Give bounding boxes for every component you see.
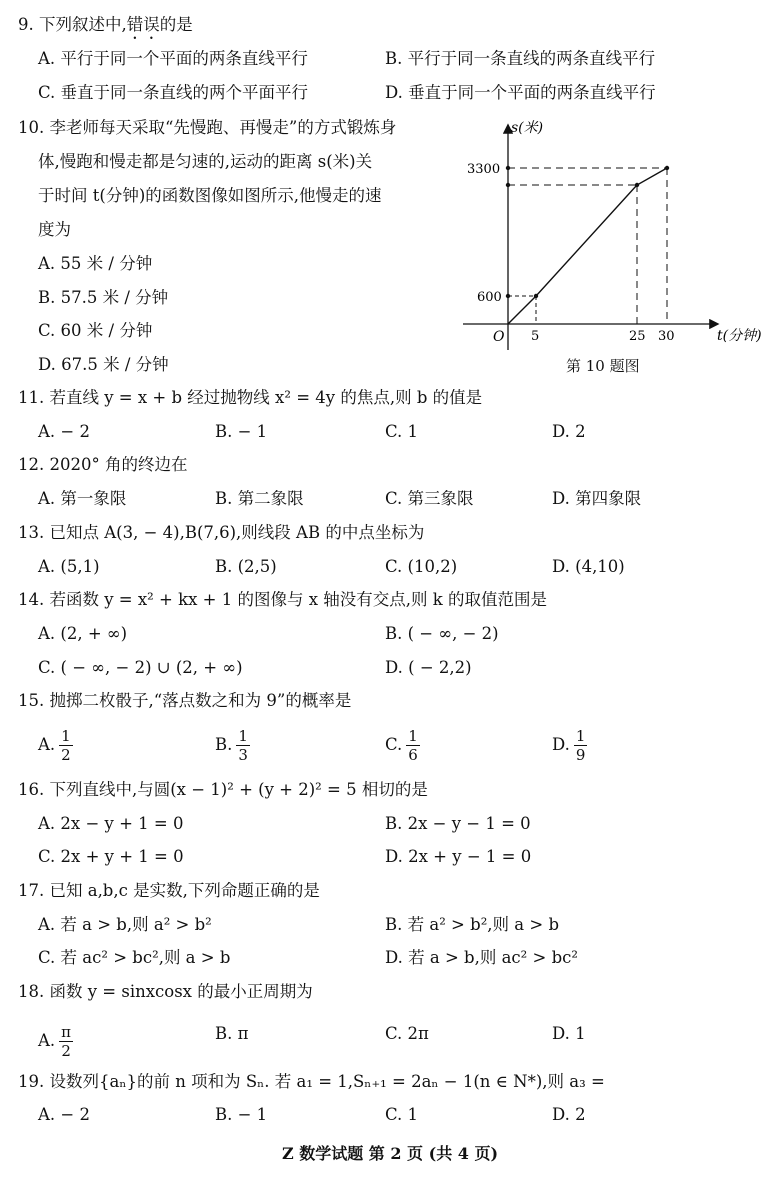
q15-stem: 15. 抛掷二枚骰子,“落点数之和为 9”的概率是	[18, 691, 352, 710]
q13-option-b: B. (2,5)	[215, 557, 277, 576]
q9-stem-emphasis: 错误	[126, 15, 160, 34]
q18-a-numerator: π	[61, 1023, 72, 1041]
q15-a-denominator: 2	[61, 746, 71, 764]
q16-option-d: D. 2x + y − 1 = 0	[385, 847, 532, 866]
x-tick-30: 30	[658, 329, 675, 344]
q10-graph	[455, 112, 775, 352]
q19-option-d: D. 2	[552, 1105, 586, 1124]
q9-option-b: B. 平行于同一条直线的两条直线平行	[385, 49, 656, 68]
q17-option-b: B. 若 a² > b²,则 a > b	[385, 915, 560, 934]
q17-option-a: A. 若 a > b,则 a² > b²	[38, 915, 212, 934]
function-curve	[508, 168, 667, 324]
q12-option-a: A. 第一象限	[38, 489, 127, 508]
q9-stem-post: 的是	[159, 15, 193, 34]
q15-d-numerator: 1	[575, 727, 586, 745]
q13-option-d: D. (4,10)	[552, 557, 625, 576]
q10-option-c: C. 60 米 / 分钟	[38, 321, 153, 340]
q10-option-d: D. 67.5 米 / 分钟	[38, 355, 169, 374]
q15-option-a	[38, 727, 73, 764]
q15-a-label: A.	[38, 735, 56, 754]
page-footer: Z 数学试题 第 2 页 (共 4 页)	[281, 1144, 499, 1163]
q15-b-denominator: 3	[238, 746, 248, 764]
q12-option-b: B. 第二象限	[215, 489, 304, 508]
q16-option-b: B. 2x − y − 1 = 0	[385, 814, 531, 833]
q10-stem-line1: 10. 李老师每天采取“先慢跑、再慢走”的方式锻炼身	[18, 118, 397, 137]
q18-option-c: C. 2π	[385, 1024, 429, 1043]
q12-option-c: C. 第三象限	[385, 489, 474, 508]
x-tick-5: 5	[531, 329, 540, 344]
q14-option-b: B. ( − ∞, − 2)	[385, 624, 499, 643]
q14-option-a: A. (2, + ∞)	[38, 624, 128, 643]
q14-stem: 14. 若函数 y = x² + kx + 1 的图像与 x 轴没有交点,则 k 的取值范围是	[18, 590, 547, 609]
q9-stem-pre: 9. 下列叙述中,	[18, 15, 127, 34]
q10-stem-line3: 于时间 t(分钟)的函数图像如图所示,他慢走的速	[38, 186, 382, 205]
q15-c-label: C.	[385, 735, 403, 754]
y-tick-600: 600	[477, 290, 502, 305]
q11-stem: 11. 若直线 y = x + b 经过抛物线 x² = 4y 的焦点,则 b 的值是	[18, 388, 483, 407]
q14-option-c: C. ( − ∞, − 2) ∪ (2, + ∞)	[38, 658, 243, 677]
q15-d-denominator: 9	[575, 746, 586, 764]
point-y-3000	[506, 183, 510, 187]
q12-stem: 12. 2020° 角的终边在	[18, 455, 188, 474]
point-25-3000	[635, 183, 639, 187]
point-y-600	[506, 294, 510, 298]
point-y-3300	[506, 166, 510, 170]
q15-c-fraction	[406, 727, 420, 764]
origin-label: O	[493, 329, 505, 345]
q17-stem: 17. 已知 a,b,c 是实数,下列命题正确的是	[18, 881, 320, 900]
q19-option-c: C. 1	[385, 1105, 419, 1124]
q10-stem-line4: 度为	[38, 220, 71, 239]
q10-option-b: B. 57.5 米 / 分钟	[38, 288, 169, 307]
q18-a-denominator: 2	[61, 1042, 71, 1060]
q18-a-label: A.	[38, 1031, 56, 1050]
q15-a-fraction	[59, 727, 73, 764]
q11-option-b: B. − 1	[215, 422, 268, 441]
x-tick-25: 25	[629, 329, 646, 344]
q18-option-b: B. π	[215, 1024, 249, 1043]
x-axis-label: t(分钟)	[717, 328, 762, 344]
q15-d-label: D.	[552, 735, 570, 754]
q16-stem: 16. 下列直线中,与圆(x − 1)² + (y + 2)² = 5 相切的是	[18, 780, 428, 799]
q15-b-numerator: 1	[238, 727, 248, 745]
q18-option-a	[38, 1023, 73, 1060]
q15-b-label: B.	[215, 735, 233, 754]
q19-option-a: A. − 2	[38, 1105, 90, 1124]
point-30-3300	[665, 166, 669, 170]
q9-stem	[18, 14, 193, 43]
q16-option-a: A. 2x − y + 1 = 0	[38, 814, 184, 833]
q9-option-a: A. 平行于同一个平面的两条直线平行	[38, 49, 308, 68]
y-axis-label: s(米)	[511, 120, 544, 136]
q17-option-d: D. 若 a > b,则 ac² > bc²	[385, 948, 579, 967]
q17-option-c: C. 若 ac² > bc²,则 a > b	[38, 948, 231, 967]
q14-option-d: D. ( − 2,2)	[385, 658, 472, 677]
q15-c-numerator: 1	[408, 727, 418, 745]
q15-option-c	[385, 727, 420, 764]
q9-option-c: C. 垂直于同一条直线的两个平面平行	[38, 83, 309, 102]
q19-stem: 19. 设数列{aₙ}的前 n 项和为 Sₙ. 若 a₁ = 1,Sₙ₊₁ = 2aₙ − 1(n ∈ N*),则 a₃ =	[18, 1072, 605, 1091]
q15-d-fraction	[574, 727, 588, 764]
q12-option-d: D. 第四象限	[552, 489, 642, 508]
q18-stem: 18. 函数 y = sinxcosx 的最小正周期为	[18, 982, 313, 1001]
q11-option-a: A. − 2	[38, 422, 90, 441]
q10-stem-line2: 体,慢跑和慢走都是匀速的,运动的距离 s(米)关	[38, 152, 373, 171]
q10-option-a: A. 55 米 / 分钟	[38, 254, 153, 273]
q19-option-b: B. − 1	[215, 1105, 268, 1124]
q15-c-denominator: 6	[408, 746, 418, 764]
q18-a-fraction	[59, 1023, 73, 1060]
point-5-600	[534, 294, 538, 298]
q15-a-numerator: 1	[61, 727, 71, 745]
q11-option-c: C. 1	[385, 422, 419, 441]
q9-option-d: D. 垂直于同一个平面的两条直线平行	[385, 83, 656, 102]
figure-caption: 第 10 题图	[566, 357, 640, 375]
q15-option-d	[552, 727, 587, 764]
q16-option-c: C. 2x + y + 1 = 0	[38, 847, 184, 866]
q13-stem: 13. 已知点 A(3, − 4),B(7,6),则线段 AB 的中点坐标为	[18, 523, 425, 542]
q15-b-fraction	[236, 727, 250, 764]
y-tick-3300: 3300	[467, 162, 501, 177]
q11-option-d: D. 2	[552, 422, 586, 441]
q13-option-c: C. (10,2)	[385, 557, 458, 576]
q13-option-a: A. (5,1)	[38, 557, 100, 576]
q18-option-d: D. 1	[552, 1024, 586, 1043]
q15-option-b	[215, 727, 250, 764]
